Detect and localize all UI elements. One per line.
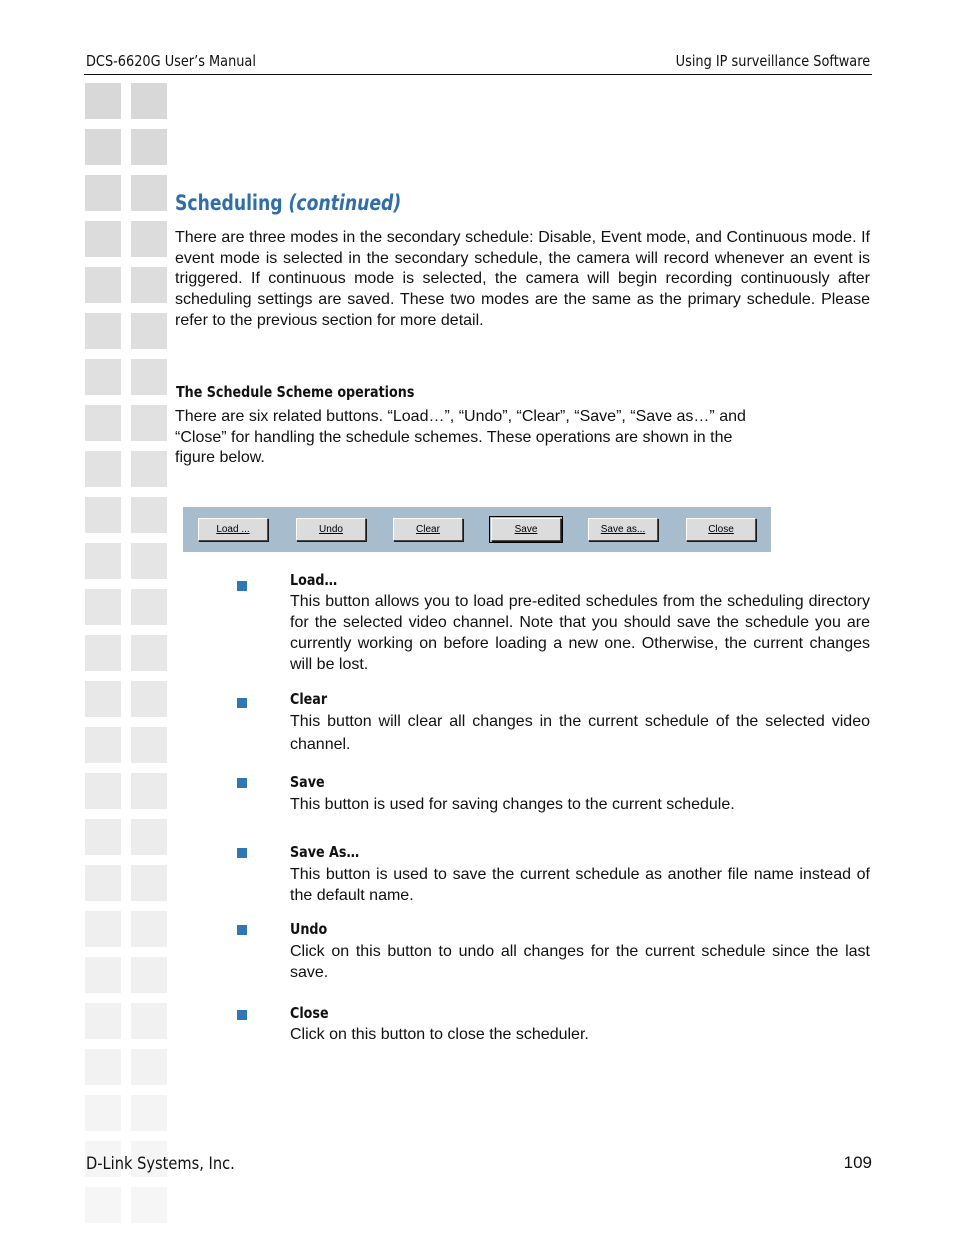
header-rule (84, 74, 872, 75)
decorative-square (131, 957, 167, 993)
scheme-paragraph: There are six related buttons. “Load…”, “Undo”, “Clear”, “Save”, “Save as…” and “Close” for handling the schedule schemes. These operations are shown in the figure below. (175, 408, 746, 467)
section-title-suffix: (continued) (288, 191, 402, 215)
decorative-square (85, 635, 121, 671)
bullet-icon (237, 581, 247, 591)
decorative-square (131, 911, 167, 947)
section-title (175, 191, 401, 215)
page-number: 109 (843, 1153, 872, 1172)
decorative-square (85, 175, 121, 211)
decorative-square (85, 1095, 121, 1131)
decorative-square (85, 819, 121, 855)
clear-button-label: Clear (416, 524, 440, 535)
item-title-close: Close (290, 1004, 329, 1022)
decorative-square (85, 83, 121, 119)
save-button-label: Save (514, 524, 538, 535)
load-button-label: Load ... (216, 524, 250, 535)
bullet-icon (237, 1010, 247, 1020)
clear-button[interactable] (393, 518, 463, 541)
decorative-square (85, 957, 121, 993)
decorative-square (85, 773, 121, 809)
load-button[interactable] (198, 518, 268, 541)
item-text-load: This button allows you to load pre-edited schedules from the scheduling directory for the selected video channel. Note that you should save the schedule you are currently working on before loading a new one. Otherwise, the current changes will be lost. (290, 593, 870, 673)
decorative-square (131, 589, 167, 625)
save-as-button[interactable] (588, 518, 658, 541)
decorative-square (85, 589, 121, 625)
decorative-square (131, 773, 167, 809)
decorative-square (131, 267, 167, 303)
decorative-square (85, 267, 121, 303)
item-text-close: Click on this button to close the scheduler. (290, 1026, 589, 1043)
decorative-square (131, 359, 167, 395)
save-button[interactable] (491, 518, 561, 541)
undo-button[interactable] (296, 518, 366, 541)
decorative-square (131, 635, 167, 671)
decorative-square (85, 313, 121, 349)
header-chapter-title: Using IP surveillance Software (675, 52, 870, 70)
decorative-square (85, 497, 121, 533)
bullet-icon (237, 778, 247, 788)
close-button-label: Close (708, 524, 734, 535)
decorative-square (85, 405, 121, 441)
decorative-square (85, 1187, 121, 1223)
decorative-square (85, 681, 121, 717)
decorative-square (131, 543, 167, 579)
section-title-text: Scheduling (175, 191, 283, 215)
decorative-square (131, 221, 167, 257)
decorative-square (85, 359, 121, 395)
decorative-square (85, 129, 121, 165)
bullet-icon (237, 848, 247, 858)
intro-paragraph: There are three modes in the secondary schedule: Disable, Event mode, and Continuous mode. If event mode is selected in the secondary schedule, the camera will record whenever an event is triggered. If continuous mode is selected, the camera will begin recording continuously after scheduling settings are saved. These two modes are the same as the primary schedule. Please refer to the previous section for more detail. (175, 229, 870, 329)
decorative-square (131, 129, 167, 165)
item-text-save: This button is used for saving changes to the current schedule. (290, 796, 735, 813)
decorative-square (131, 1049, 167, 1085)
item-text-undo: Click on this button to undo all changes for the current schedule since the last save. (290, 943, 870, 981)
decorative-square (85, 727, 121, 763)
decorative-square (131, 865, 167, 901)
header-manual-title: DCS-6620G User’s Manual (86, 52, 256, 70)
decorative-square (85, 911, 121, 947)
save-as-button-label: Save as... (600, 524, 646, 535)
decorative-square (85, 543, 121, 579)
undo-button-label: Undo (319, 524, 343, 535)
item-title-load: Load… (290, 571, 338, 589)
item-title-save-as: Save As… (290, 843, 360, 861)
decorative-square (131, 451, 167, 487)
decorative-square (85, 451, 121, 487)
item-text-clear: This button will clear all changes in the current schedule of the selected video channel. (290, 713, 870, 753)
footer-company: D-Link Systems, Inc. (86, 1154, 235, 1174)
bullet-icon (237, 698, 247, 708)
decorative-square (131, 313, 167, 349)
decorative-square (85, 1003, 121, 1039)
close-button[interactable] (686, 518, 756, 541)
decorative-square (131, 405, 167, 441)
decorative-square (131, 727, 167, 763)
decorative-square (85, 865, 121, 901)
decorative-square (131, 1187, 167, 1223)
decorative-square (85, 1049, 121, 1085)
decorative-square (131, 819, 167, 855)
decorative-square (131, 681, 167, 717)
decorative-square (131, 175, 167, 211)
item-title-clear: Clear (290, 690, 328, 708)
decorative-square (131, 83, 167, 119)
item-text-save-as: This button is used to save the current schedule as another file name instead of the default name. (290, 866, 870, 904)
bullet-icon (237, 925, 247, 935)
item-title-save: Save (290, 773, 325, 791)
decorative-square (131, 1095, 167, 1131)
scheme-heading: The Schedule Scheme operations (176, 383, 415, 401)
scheduler-toolbar-figure (183, 507, 771, 552)
decorative-square (131, 497, 167, 533)
item-title-undo: Undo (290, 920, 328, 938)
decorative-square (85, 221, 121, 257)
decorative-square (131, 1003, 167, 1039)
